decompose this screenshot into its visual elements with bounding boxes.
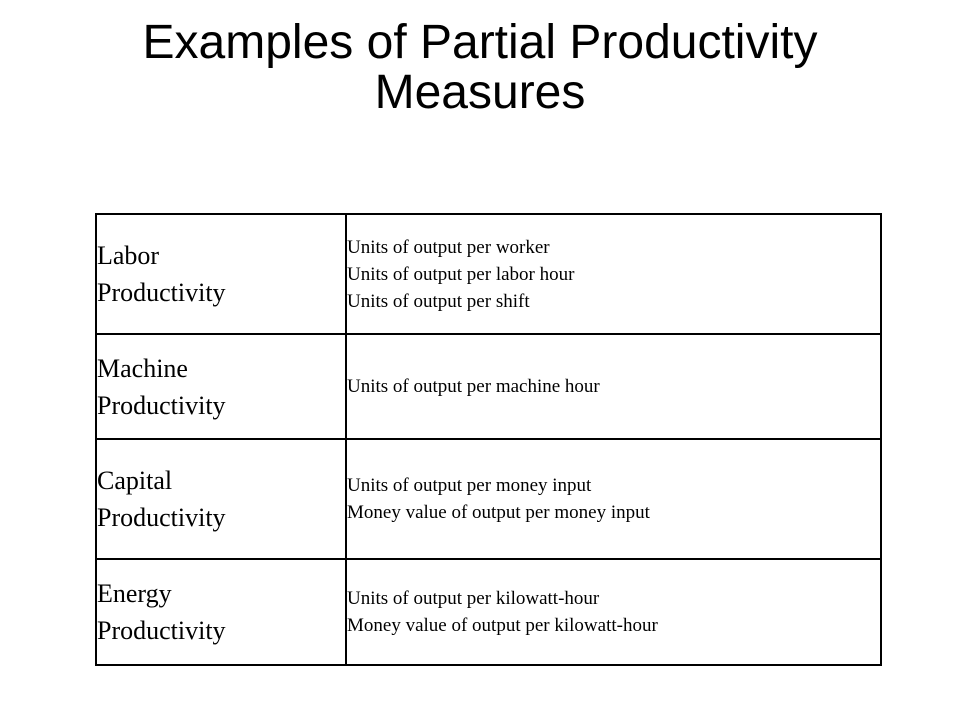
category-name-line-2: Productivity	[97, 278, 226, 307]
measure-item: Units of output per worker	[347, 236, 550, 258]
measure-item: Units of output per kilowatt-hour	[347, 588, 600, 609]
table-row-labor	[96, 214, 881, 334]
category-name-line-2: Productivity	[97, 616, 226, 645]
measure-category-capital	[96, 439, 346, 559]
measure-category-machine	[96, 334, 346, 439]
measure-list-labor	[346, 214, 881, 334]
category-name-line-2: Productivity	[97, 390, 226, 420]
slide-title-line-2: Measures	[374, 66, 586, 119]
category-name-line-2: Productivity	[97, 503, 226, 532]
category-name-line-1: Machine	[97, 353, 188, 383]
category-name-line-1: Energy	[97, 579, 172, 608]
category-name-line-1: Labor	[97, 241, 160, 270]
table-row-capital	[96, 439, 881, 559]
measure-item: Units of output per labor hour	[347, 263, 575, 285]
measure-list-energy	[346, 559, 881, 665]
measure-item: Money value of output per money input	[347, 502, 650, 523]
category-name-line-1: Capital	[97, 466, 173, 495]
table-row-energy	[96, 559, 881, 665]
measure-list-capital	[346, 439, 881, 559]
measure-category-labor	[96, 214, 346, 334]
measure-item: Units of output per money input	[347, 475, 592, 496]
measure-item: Money value of output per kilowatt-hour	[347, 615, 658, 636]
productivity-measures-table	[95, 213, 882, 666]
measure-list-machine	[346, 334, 881, 439]
measure-item: Units of output per machine hour	[347, 376, 600, 397]
measure-item: Units of output per shift	[347, 290, 530, 312]
measure-category-energy	[96, 559, 346, 665]
slide-title-line-1: Examples of Partial Productivity	[142, 16, 818, 69]
table-row-machine	[96, 334, 881, 439]
slide-title	[0, 18, 960, 118]
